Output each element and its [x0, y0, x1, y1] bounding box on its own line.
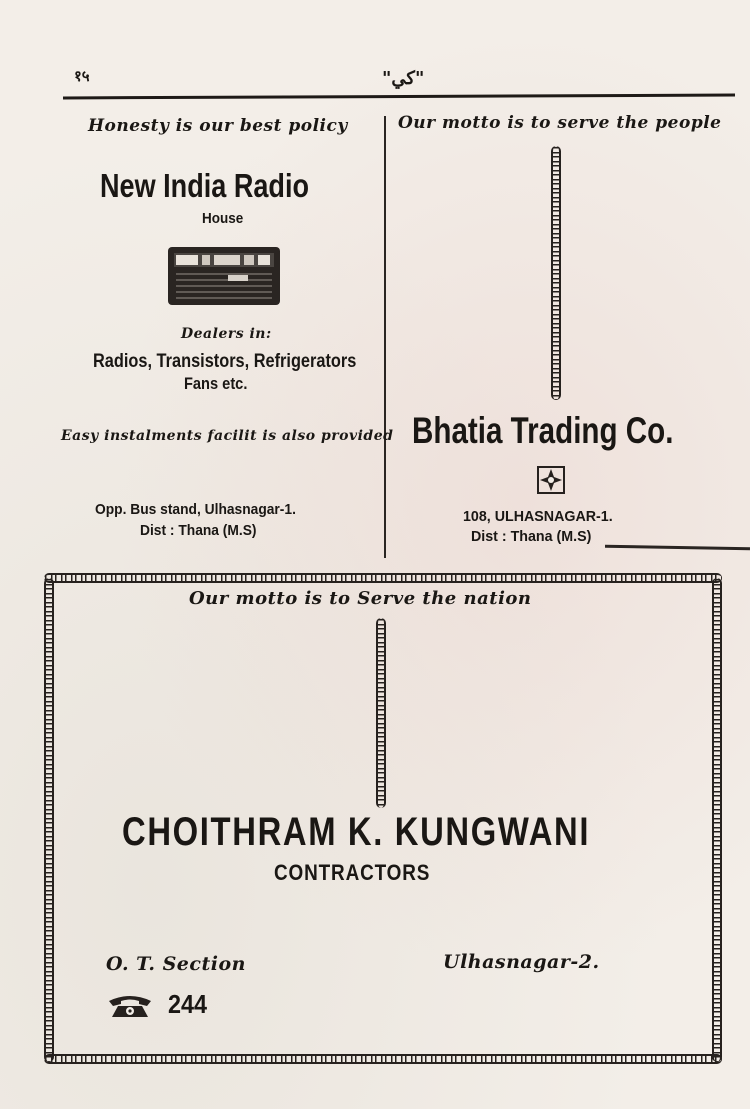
page-number: १५: [74, 67, 90, 85]
decorative-chain: [376, 618, 386, 808]
header-rule: [63, 94, 735, 100]
left-ad-instalments: Easy instalments facilit is also provided: [61, 428, 394, 444]
column-divider: [384, 116, 386, 558]
bottom-ad-profession: CONTRACTORS: [274, 860, 431, 885]
left-ad-address-line2: Dist : Thana (M.S): [140, 522, 257, 539]
right-ad-tagline: Our motto is to serve the people: [398, 113, 722, 133]
ornament-icon: [536, 465, 566, 495]
border-chain-bottom: [44, 1054, 722, 1064]
left-ad-subname: House: [202, 210, 244, 227]
left-ad-name: New India Radio: [100, 167, 309, 204]
left-ad-address-line1: Opp. Bus stand, Ulhasnagar-1.: [95, 501, 296, 518]
bottom-ad-name: CHOITHRAM K. KUNGWANI: [122, 810, 591, 854]
bottom-ad-city: Ulhasnagar-2.: [443, 951, 600, 973]
bottom-ad-phone: 244: [168, 989, 208, 1019]
radio-icon: [166, 243, 284, 309]
border-chain-left: [44, 578, 54, 1062]
left-ad-products-line1: Radios, Transistors, Refrigerators: [93, 351, 357, 372]
right-ad-name: Bhatia Trading Co.: [412, 410, 674, 451]
magazine-title: "کي": [382, 68, 425, 89]
bottom-ad-section: O. T. Section: [106, 953, 246, 975]
right-ad-address-line1: 108, ULHASNAGAR-1.: [463, 508, 613, 525]
bottom-ad-tagline: Our motto is to Serve the nation: [189, 588, 532, 609]
left-ad-products-line2: Fans etc.: [184, 374, 248, 393]
decorative-chain: [551, 146, 561, 400]
left-ad-dealers-label: Dealers in:: [181, 326, 272, 342]
telephone-icon: [106, 993, 154, 1019]
left-ad-tagline: Honesty is our best policy: [88, 116, 348, 136]
divider-stroke: [605, 545, 750, 551]
border-chain-right: [712, 578, 722, 1062]
right-ad-address-line2: Dist : Thana (M.S): [471, 528, 592, 545]
border-chain-top: [44, 573, 722, 583]
